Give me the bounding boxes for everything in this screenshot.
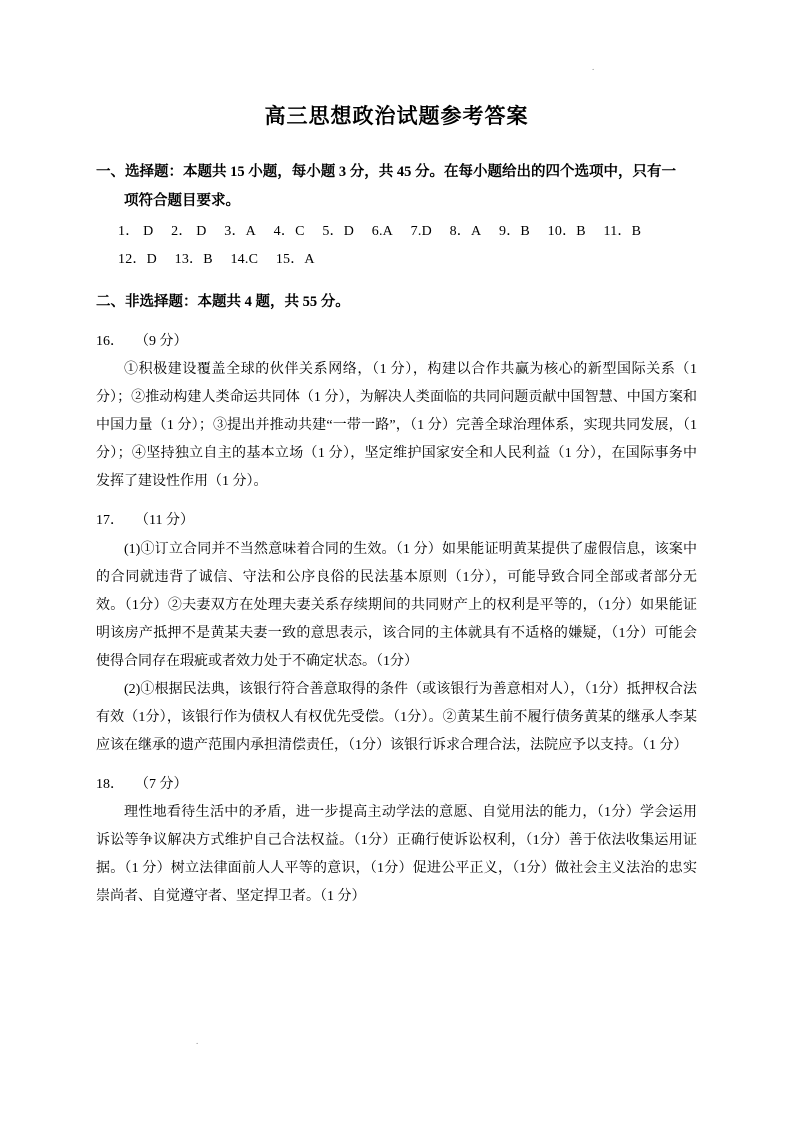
question-number: 16． [96, 334, 124, 349]
objective-answers-row-2 [96, 246, 697, 274]
question-18-number-line [96, 770, 697, 799]
answer-item: 1． D [118, 224, 154, 239]
page-title: 高三思想政治试题参考答案 [264, 104, 529, 128]
question-17-answer-paragraph-2: (2)①根据民法典，该银行符合善意取得的条件（或该银行为善意相对人），（1分）抵押权合法有效（1分），该银行作为债权人有权优先受偿。（1分）。②黄某生前不履行债务黄某的继承人李某应该在继承的遗产范围内承担清偿责任，（1分）该银行诉求合理合法，法院应予以支持。（1 分） [96, 681, 697, 753]
question-block-18 [96, 770, 697, 911]
section-one-heading [96, 158, 697, 216]
answer-item: 6.A [371, 224, 393, 239]
answer-item: 15．A [275, 252, 315, 267]
question-score: （7 分） [142, 776, 188, 792]
question-16-number-line [96, 327, 697, 356]
question-17-answer-paragraph-1: (1)①订立合同并不当然意味着合同的生效。（1 分）如果能证明黄某提供了虚假信息，该案中的合同就违背了诚信、守法和公序良俗的民法基本原则（1分），可能导致合同全部或者部分无效。（1分）②夫妻双方在处理夫妻关系存续期间的共同财产上的权利是平等的，（1分）如果能证明该房产抵押不是黄某夫妻一致的意思表示，该合同的主体就具有不适格的嫌疑，（1分）可能会使得合同存在瑕疵或者效力处于不确定状态。（1分） [96, 541, 697, 669]
question-18-answer-paragraph: 理性地看待生活中的矛盾，进一步提高主动学法的意愿、自觉用法的能力，（1分）学会运用诉讼等争议解决方式维护自己合法权益。（1分）正确行使诉讼权利，（1分）善于依法收集运用证据。（1 分）树立法律面前人人平等的意识，（1分）促进公平正义，（1分）做社会主义法治的忠实崇尚者、自觉遵守者、坚定捍卫者。（1 分） [96, 805, 697, 905]
answer-item: 12．D [118, 252, 157, 267]
section-one-heading-line2: 项符合题目要求。 [124, 193, 240, 209]
question-number: 17． [96, 513, 124, 529]
question-score: （9 分） [142, 334, 188, 349]
answer-item: 7.D [410, 224, 432, 239]
bottom-page-mark: . [196, 1036, 199, 1046]
answer-item: 11．B [603, 224, 642, 239]
answer-item: 9．B [499, 224, 530, 239]
question-17-number-line [96, 506, 697, 535]
question-score: （11 分） [142, 513, 194, 529]
section-one-heading-line1: 一、选择题：本题共 15 小题，每小题 3 分，共 45 分。在每小题给出的四个选项中，只有一 [96, 164, 676, 180]
answer-item: 5．D [322, 224, 355, 239]
answer-item: 2． D [171, 224, 207, 239]
answer-item: 10．B [547, 224, 586, 239]
answer-item: 8．A [449, 224, 482, 239]
answer-item: 4．C [273, 224, 305, 239]
answer-item: 3．A [224, 224, 256, 239]
question-number: 18． [96, 776, 124, 792]
answer-item: 14.C [230, 252, 259, 267]
section-two-heading: 二、非选择题：本题共 4 题，共 55 分。 [96, 294, 350, 310]
question-block-17 [96, 506, 697, 759]
question-16-answer-paragraph: ①积极建设覆盖全球的伙伴关系网络，（1 分），构建以合作共赢为核心的新型国际关系（1 分）；②推动构建人类命运共同体（1 分），为解决人类面临的共同问题贡献中国智慧、中国方案和中国力量（1 分）；③提出并推动共建“一带一路”，（1 分）完善全球治理体系，实现共同发展，（1 分）；④坚持独立自主的基本立场（1 分），坚定维护国家安全和人民利益（1 分），在国际事务中发挥了建设性作用（1 分）。 [96, 362, 697, 490]
top-page-mark: . [592, 62, 595, 72]
question-block-16 [96, 327, 697, 496]
answer-item: 13．B [174, 252, 213, 267]
objective-answers-row-1 [96, 218, 697, 246]
